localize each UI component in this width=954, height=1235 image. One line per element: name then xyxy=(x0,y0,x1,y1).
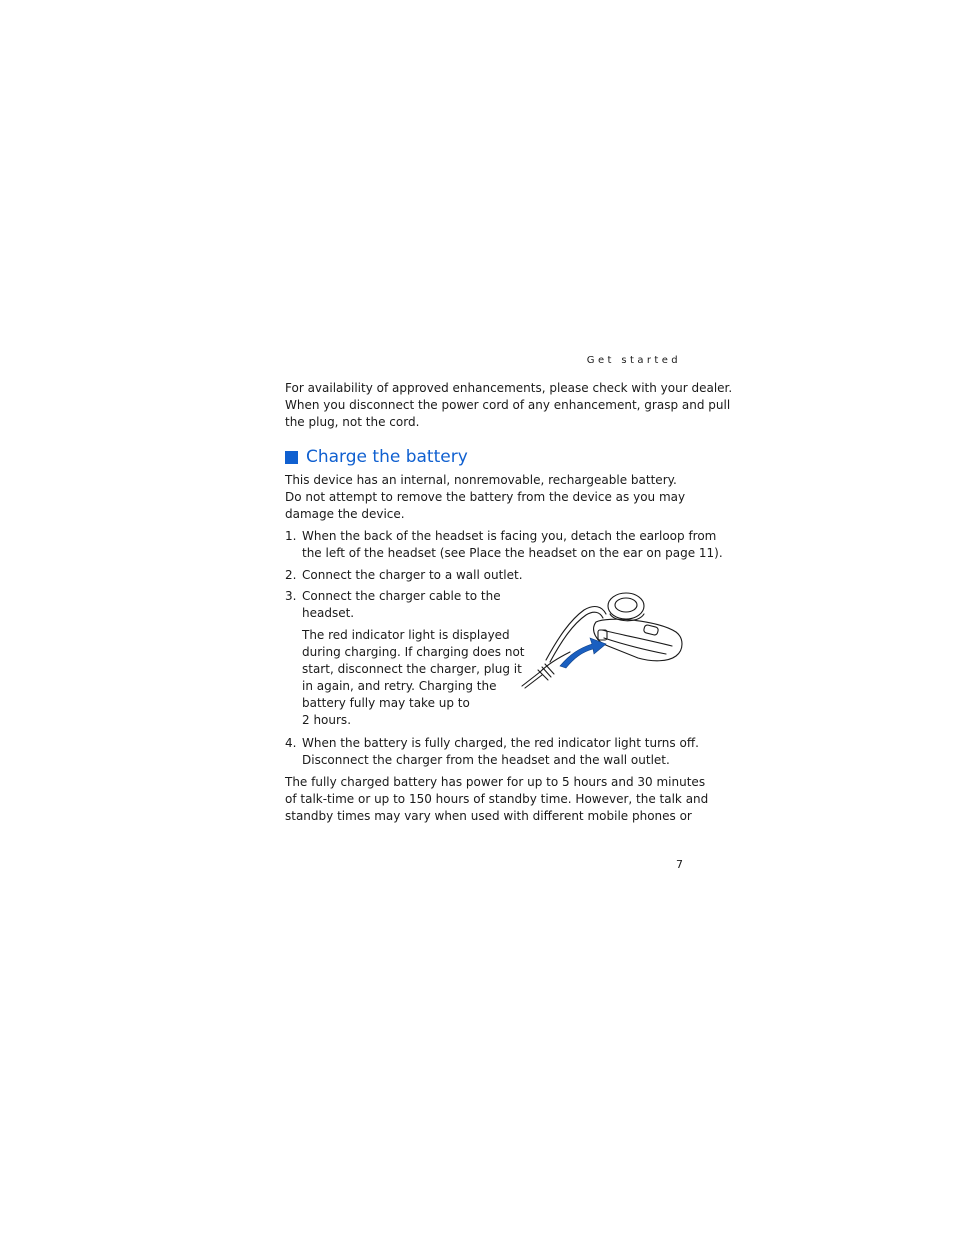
closing-line: The fully charged battery has power for up to 5 hours and 30 minutes xyxy=(285,775,706,789)
step-text xyxy=(302,567,523,584)
step-number: 2. xyxy=(285,568,297,582)
step-note-line: The red indicator light is displayed xyxy=(302,628,510,642)
description-line: Do not attempt to remove the battery from the device as you may xyxy=(285,490,686,504)
section-heading-text: Charge the battery xyxy=(306,447,468,467)
step-number: 3. xyxy=(285,589,297,603)
step-line: Disconnect the charger from the headset and the wall outlet. xyxy=(302,753,670,767)
step-line: When the battery is fully charged, the red indicator light turns off. xyxy=(302,736,699,750)
description-line: damage the device. xyxy=(285,507,405,521)
step-line: headset. xyxy=(302,606,355,620)
step-line: Connect the charger to a wall outlet. xyxy=(302,568,523,582)
step-note-line: start, disconnect the charger, plug it xyxy=(302,662,522,676)
step-note-line: 2 hours. xyxy=(302,713,352,727)
step-line: When the back of the headset is facing you, detach the earloop from xyxy=(302,529,717,543)
closing-line: of talk-time or up to 150 hours of standby time. However, the talk and xyxy=(285,792,709,806)
heading-square-icon xyxy=(285,451,298,464)
step-note-line: during charging. If charging does not xyxy=(302,645,525,659)
step-note-line: in again, and retry. Charging the xyxy=(302,679,497,693)
step-line: the left of the headset (see Place the headset on the ear on page 11). xyxy=(302,546,723,560)
step-text xyxy=(302,528,723,562)
page-number: 7 xyxy=(676,858,683,871)
intro-paragraph xyxy=(285,380,733,431)
closing-paragraph xyxy=(285,774,709,825)
step-number: 4. xyxy=(285,736,297,750)
headset-charging-illustration xyxy=(518,588,686,692)
section-description xyxy=(285,472,685,523)
step-line: Connect the charger cable to the xyxy=(302,589,501,603)
intro-line: the plug, not the cord. xyxy=(285,415,420,429)
running-header: Get started xyxy=(586,355,681,366)
intro-line: When you disconnect the power cord of any enhancement, grasp and pull xyxy=(285,398,731,412)
step-note-line: battery fully may take up to xyxy=(302,696,470,710)
intro-line: For availability of approved enhancements, please check with your dealer. xyxy=(285,381,733,395)
step-number: 1. xyxy=(285,529,297,543)
closing-line: standby times may vary when used with different mobile phones or xyxy=(285,809,692,823)
description-line: This device has an internal, nonremovable, rechargeable battery. xyxy=(285,473,677,487)
step-text xyxy=(302,588,525,729)
section-heading xyxy=(285,445,468,469)
step-text xyxy=(302,735,699,769)
